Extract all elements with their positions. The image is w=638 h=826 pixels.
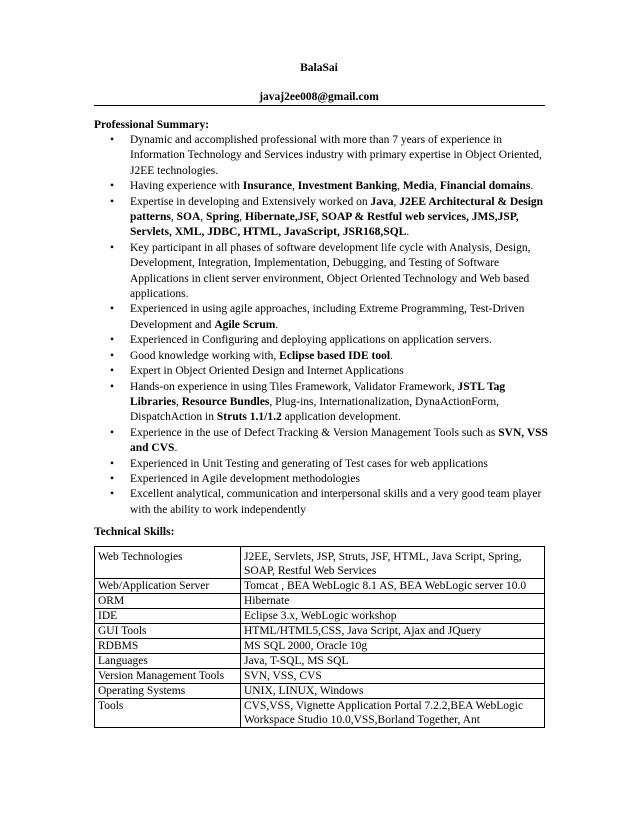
skill-values: Tomcat , BEA WebLogic 8.1 AS, BEA WebLogic server 10.0 <box>241 579 545 594</box>
summary-item <box>94 349 554 364</box>
skill-values: SVN, VSS, CVS <box>241 669 545 684</box>
bullet-icon: • <box>110 457 115 470</box>
skill-values: CVS,VSS, Vignette Application Portal 7.2.2,BEA WebLogic Workspace Studio 10.0,VSS,Borland Together, Ant <box>241 699 545 728</box>
contact-email: javaj2ee008@gmail.com <box>259 91 379 103</box>
skill-values: UNIX, LINUX, Windows <box>241 684 545 699</box>
summary-highlight: Spring <box>206 211 240 224</box>
skill-category: Tools <box>95 699 241 728</box>
summary-item <box>94 426 554 457</box>
summary-text: . <box>174 442 178 455</box>
skill-values: J2EE, Servlets, JSP, Struts, JSF, HTML, Java Script, Spring, SOAP, Restful Web Services <box>241 547 545 579</box>
summary-text: , <box>239 211 246 224</box>
skills-table <box>94 546 545 728</box>
bullet-icon: • <box>110 349 115 362</box>
header-divider <box>94 105 545 106</box>
skill-category: RDBMS <box>95 639 241 654</box>
skill-values: HTML/HTML5,CSS, Java Script, Ajax and JQuery <box>241 624 545 639</box>
bullet-icon: • <box>110 180 115 193</box>
skills-row <box>95 639 545 654</box>
bullet-icon: • <box>110 195 115 208</box>
skills-row <box>95 609 545 624</box>
bullet-icon: • <box>110 334 115 347</box>
summary-highlight: Agile Scrum <box>214 318 276 331</box>
summary-text: Hands-on experience in using Tiles Framework, Validator Framework, <box>130 380 458 393</box>
summary-text: application development. <box>281 411 401 424</box>
summary-highlight: Insurance <box>242 180 292 193</box>
summary-item <box>94 179 554 194</box>
summary-text: Experienced in Agile development methodologies <box>130 472 360 485</box>
summary-highlight: Media <box>402 180 435 193</box>
skills-row <box>95 579 545 594</box>
skill-values: Java, T-SQL, MS SQL <box>241 654 545 669</box>
summary-highlight: Java <box>370 195 394 208</box>
candidate-name: BalaSai <box>300 62 338 74</box>
summary-text: . <box>530 180 534 193</box>
skills-row <box>95 624 545 639</box>
summary-highlight: Financial domains <box>439 180 531 193</box>
skill-values: Hibernate <box>241 594 545 609</box>
summary-text: Experienced in Unit Testing and generating of Test cases for web applications <box>130 457 488 470</box>
skills-row <box>95 594 545 609</box>
bullet-icon: • <box>110 241 115 254</box>
summary-text: Experience in the use of Defect Tracking & Version Management Tools such as <box>130 426 499 439</box>
bullet-icon: • <box>110 365 115 378</box>
summary-text: Key participant in all phases of software development life cycle with Analysis, Design, Development, Integration, Implementation, Debugging, and Testing of Software Applications in client server environment, Object Oriented Technology and Web based applications. <box>130 241 531 301</box>
summary-text: , <box>200 211 207 224</box>
skill-category: Web/Application Server <box>95 579 241 594</box>
summary-text: Experienced in using agile approaches, including Extreme Programming, Test-Driven Development and <box>130 303 525 331</box>
summary-item <box>94 457 554 472</box>
summary-text: , Plug-ins, Internationalization, DynaActionForm, DispatchAction in <box>130 395 500 424</box>
summary-list <box>94 133 554 518</box>
skill-category: Operating Systems <box>95 684 241 699</box>
summary-item <box>94 195 554 241</box>
summary-text: Good knowledge working with, <box>130 349 280 362</box>
summary-highlight: Investment Banking <box>297 180 398 193</box>
summary-text: , <box>393 195 400 208</box>
summary-text: Expert in Object Oriented Design and Internet Applications <box>130 365 404 378</box>
summary-text: . <box>406 226 410 239</box>
skills-row <box>95 684 545 699</box>
skill-category: GUI Tools <box>95 624 241 639</box>
bullet-icon: • <box>110 426 115 439</box>
bullet-icon: • <box>110 488 115 501</box>
summary-text: , <box>434 180 440 193</box>
summary-text: . <box>390 349 393 362</box>
skills-row <box>95 669 545 684</box>
skill-category: Languages <box>95 654 241 669</box>
skill-category: Version Management Tools <box>95 669 241 684</box>
summary-highlight: JSTL Tag Libraries <box>130 380 506 408</box>
summary-item <box>94 241 554 303</box>
summary-item <box>94 333 554 348</box>
bullet-icon: • <box>110 472 115 485</box>
summary-text: Experienced in Configuring and deploying applications on application servers. <box>130 334 492 347</box>
summary-highlight: Struts 1.1/1.2 <box>216 411 282 424</box>
skills-row <box>95 699 545 728</box>
summary-text: Expertise in developing and Extensively worked on <box>130 195 371 208</box>
bullet-icon: • <box>110 134 115 146</box>
skill-category: ORM <box>95 594 241 609</box>
bullet-icon: • <box>110 303 115 316</box>
skill-values: MS SQL 2000, Oracle 10g <box>241 639 545 654</box>
summary-highlight: SOA <box>176 211 201 224</box>
summary-item <box>94 133 554 179</box>
summary-heading: Professional Summary: <box>94 119 210 131</box>
summary-item <box>94 472 554 487</box>
bullet-icon: • <box>110 380 115 393</box>
summary-text: Having experience with <box>130 180 243 193</box>
summary-highlight: J2EE Architectural & Design patterns <box>130 195 544 224</box>
summary-item <box>94 487 554 518</box>
summary-highlight: Eclipse based IDE tool <box>279 349 391 362</box>
summary-item <box>94 364 554 379</box>
summary-highlight: Hibernate,JSF, SOAP & Restful web services, JMS,JSP, Servlets, XML, JDBC, HTML, JavaScript, JSR168,SQL <box>130 211 519 239</box>
summary-text: , <box>397 180 403 193</box>
summary-text: Dynamic and accomplished professional with more than 7 years of experience in Information Technology and Services industry with primary expertise in Object Oriented, J2EE technologies. <box>130 134 542 177</box>
summary-highlight: SVN, VSS and CVS <box>130 426 548 455</box>
summary-item <box>94 302 554 333</box>
skills-heading: Technical Skills: <box>94 526 175 538</box>
summary-item <box>94 380 554 426</box>
summary-text: , <box>291 180 298 193</box>
summary-text: . <box>275 318 279 331</box>
skills-row <box>95 654 545 669</box>
summary-text: , <box>176 395 182 408</box>
skill-category: IDE <box>95 609 241 624</box>
skill-category: Web Technologies <box>95 547 241 579</box>
summary-text: Excellent analytical, communication and interpersonal skills and a very good team player with the ability to work independently <box>130 488 542 516</box>
summary-text: , <box>170 211 177 224</box>
summary-highlight: Resource Bundles <box>181 395 270 408</box>
skills-row <box>95 547 545 579</box>
skill-values: Eclipse 3.x, WebLogic workshop <box>241 609 545 624</box>
